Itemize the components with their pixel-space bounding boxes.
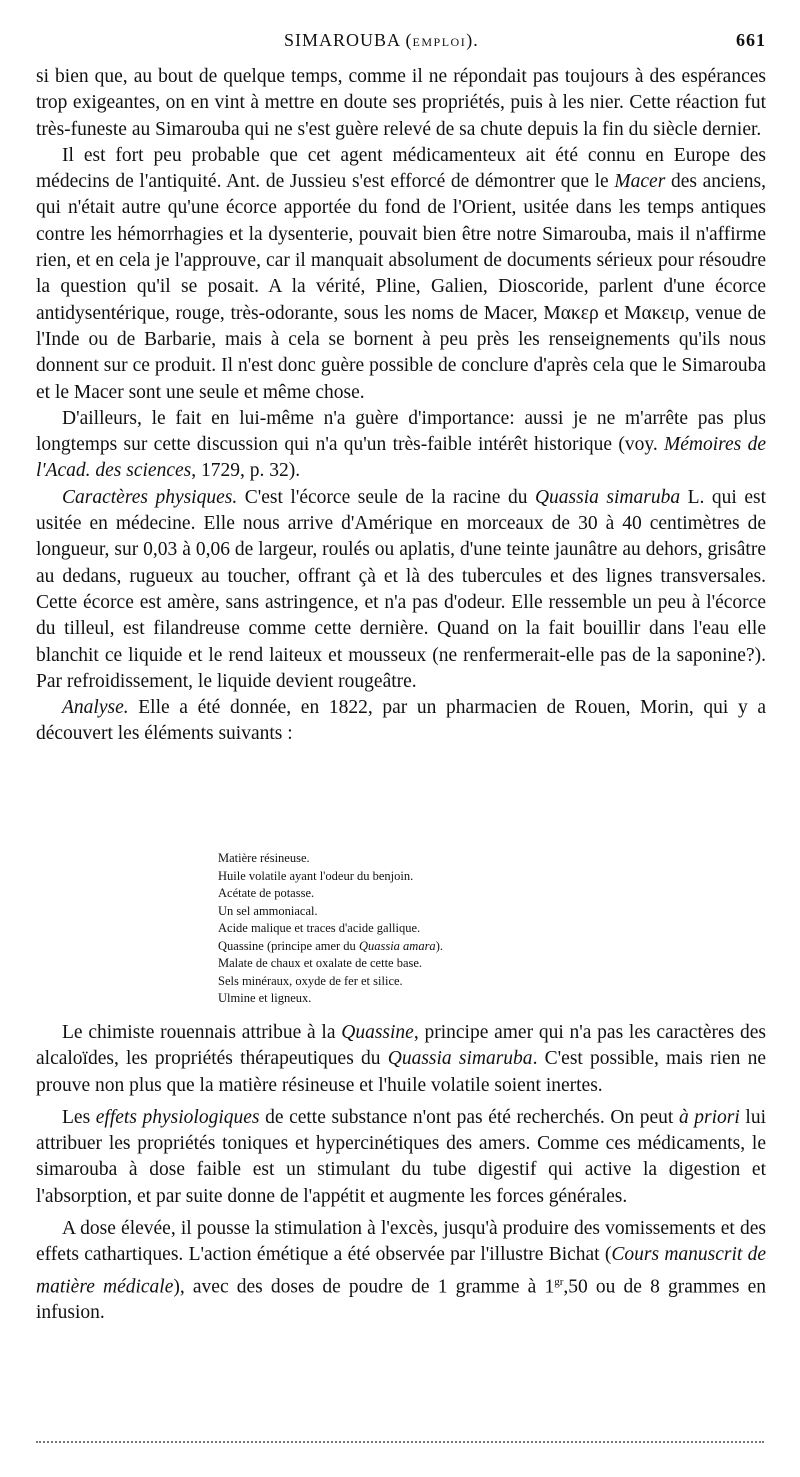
paragraph bbox=[36, 695, 766, 748]
text-run: C'est l'écorce seule de la racine du bbox=[237, 486, 535, 508]
text-run: Acide malique et traces d'acide gallique. bbox=[218, 921, 421, 935]
italic-run: Quassia simaruba bbox=[534, 486, 681, 508]
paragraph bbox=[36, 1020, 766, 1099]
paragraph bbox=[36, 1105, 766, 1210]
text-run: ). bbox=[435, 938, 443, 953]
italic-run: Quassine bbox=[341, 1022, 414, 1043]
page-number: 661 bbox=[736, 30, 766, 50]
text-run: . C'est possible, mais rien ne prouve non plus que la matière résineuse et l'huile volatile soient inertes. bbox=[36, 1048, 767, 1096]
paragraph bbox=[36, 64, 766, 143]
paragraph bbox=[36, 143, 766, 406]
italic-run: Macer bbox=[614, 171, 666, 193]
italic-run: Quassia simaruba bbox=[387, 1048, 533, 1070]
text-run: ), avec des doses de poudre de 1 gramme à 1 bbox=[173, 1276, 555, 1298]
italic-run: à priori bbox=[678, 1106, 740, 1128]
text-run: de cette substance n'ont pas été recherchés. On peut bbox=[259, 1106, 679, 1128]
list-item bbox=[218, 973, 638, 991]
text-run: des anciens, qui n'était autre qu'une écorce apportée du fond de l'Orient, usitée dans les temps antiques contre les hémorrhagies et la dysenterie, pouvait bien être notre Simarouba, mais il n'affirme rien, et en cela je l'approuve, car il manquait absolument de documents sérieux pour résoudre la question qu'il se posait. A la vérité, Pline, Galien, Dioscoride, parlent d'une écorce antidysentérique, rouge, très-odorante, sous les noms de Macer, Μακερ et Μακειρ, venue de l'Inde ou de Barbarie, mais à cela se bornent à peu près les renseignements qu'ils nous donnent sur ce produit. Il n'est donc guère possible de conclure d'après cela que le Simarouba et le Macer sont une seule et même chose. bbox=[36, 171, 766, 403]
text-run: A dose élevée, il pousse la stimulation à l'excès, jusqu'à produire des vomissements et des effets cathartiques. L'action émétique a été observée par l'illustre Bichat ( bbox=[36, 1218, 766, 1266]
list-item bbox=[218, 920, 638, 938]
text-run: Sels minéraux, oxyde de fer et silice. bbox=[218, 973, 403, 988]
italic-run: Caractères physiques. bbox=[62, 486, 238, 508]
title-small-caps: EMPLOI bbox=[412, 35, 467, 49]
italic-run: Analyse. bbox=[62, 697, 129, 719]
title-main: SIMAROUBA ( bbox=[284, 30, 413, 50]
running-title bbox=[284, 30, 479, 51]
text-run: D'ailleurs, le fait en lui-même n'a guère d'importance: aussi je ne m'arrête pas plus longtemps sur cette discussion qui n'a qu'un très-faible intérêt historique (voy. bbox=[36, 407, 766, 456]
text-run: Quassine (principe amer du bbox=[218, 938, 359, 953]
paragraph bbox=[36, 406, 766, 485]
text-run: Le chimiste rouennais attribue à la bbox=[62, 1022, 342, 1043]
text-run: Un sel ammoniacal. bbox=[218, 903, 318, 918]
text-run: , principe amer qui n'a pas les caractères des alcaloïdes, les propriétés thérapeutiques du bbox=[36, 1022, 766, 1070]
italic-run: effets physiologiques bbox=[95, 1106, 260, 1128]
text-run: Matière résineuse. bbox=[218, 851, 310, 865]
text-run: Malate de chaux et oxalate de cette base. bbox=[218, 956, 423, 970]
body-text-top bbox=[36, 64, 766, 748]
text-run: L. qui est usitée en médecine. Elle nous arrive d'Amérique en morceaux de 30 à 40 centimètres de longueur, sur 0,03 à 0,06 de largeur, roulés ou aplatis, d'une teinte jaunâtre au dehors, grisâtre au dedans, rugueux au toucher, offrant çà et là des tubercules et des lignes transversales. Cette écorce est amère, sans astringence, et n'a pas d'odeur. Elle ressemble un peu à l'écorce du tilleul, est filandreuse comme cette dernière. Quand on la fait bouillir dans l'eau elle blanchit ce liquide et le rend laiteux et mousseux (ne renfermerait-elle pas de la saponine?). Par refroidissement, le liquide devient rougeâtre. bbox=[36, 486, 766, 692]
list-item bbox=[218, 885, 638, 903]
text-run: lui attribuer les propriétés toniques et hypercinétiques des amers. Comme ces médicaments, le simarouba à dose faible est un stimulant du tube digestif qui active la digestion et l'absorption, et par suite donne de l'appétit et augmente les forces générales. bbox=[36, 1106, 766, 1207]
text-run: Les bbox=[62, 1106, 96, 1128]
text-run: gr bbox=[554, 1275, 564, 1288]
text-run: Acétate de potasse. bbox=[218, 886, 315, 900]
list-item bbox=[218, 955, 638, 973]
text-run: Huile volatile ayant l'odeur du benjoin. bbox=[218, 868, 414, 883]
footer-rule bbox=[36, 1441, 764, 1443]
list-item bbox=[218, 868, 638, 886]
italic-run: Mémoires de l'Acad. des sciences bbox=[36, 434, 766, 482]
list-item bbox=[218, 990, 638, 1008]
list-item bbox=[218, 903, 638, 921]
title-end: ). bbox=[466, 30, 479, 50]
paragraph bbox=[36, 1216, 766, 1327]
body-text-bottom bbox=[36, 1020, 766, 1327]
list-item bbox=[218, 850, 638, 868]
text-run: si bien que, au bout de quelque temps, comme il ne répondait pas toujours à des espérances trop exigeantes, on en vint à mettre en doute ses propriétés, puis à les nier. Cette réaction fut très-funeste au Simarouba qui ne s'est guère relevé de sa chute depuis la fin du siècle dernier. bbox=[36, 66, 766, 140]
list-item bbox=[218, 938, 638, 956]
running-header bbox=[36, 30, 766, 56]
analysis-list bbox=[218, 850, 638, 1008]
text-run: Elle a été donnée, en 1822, par un pharmacien de Rouen, Morin, qui y a découvert les éléments suivants : bbox=[36, 697, 766, 745]
text-run: ,50 ou de 8 grammes en infusion. bbox=[36, 1276, 766, 1324]
italic-run: Cours manuscrit de matière médicale bbox=[36, 1244, 766, 1298]
paragraph bbox=[36, 485, 766, 695]
text-run: Ulmine et ligneux. bbox=[218, 991, 312, 1005]
italic-run: Quassia amara bbox=[358, 938, 436, 953]
text-run: Il est fort peu probable que cet agent médicamenteux ait été connu en Europe des médecins de l'antiquité. Ant. de Jussieu s'est efforcé de démontrer que le bbox=[36, 144, 766, 193]
text-run: , 1729, p. 32). bbox=[191, 460, 301, 482]
